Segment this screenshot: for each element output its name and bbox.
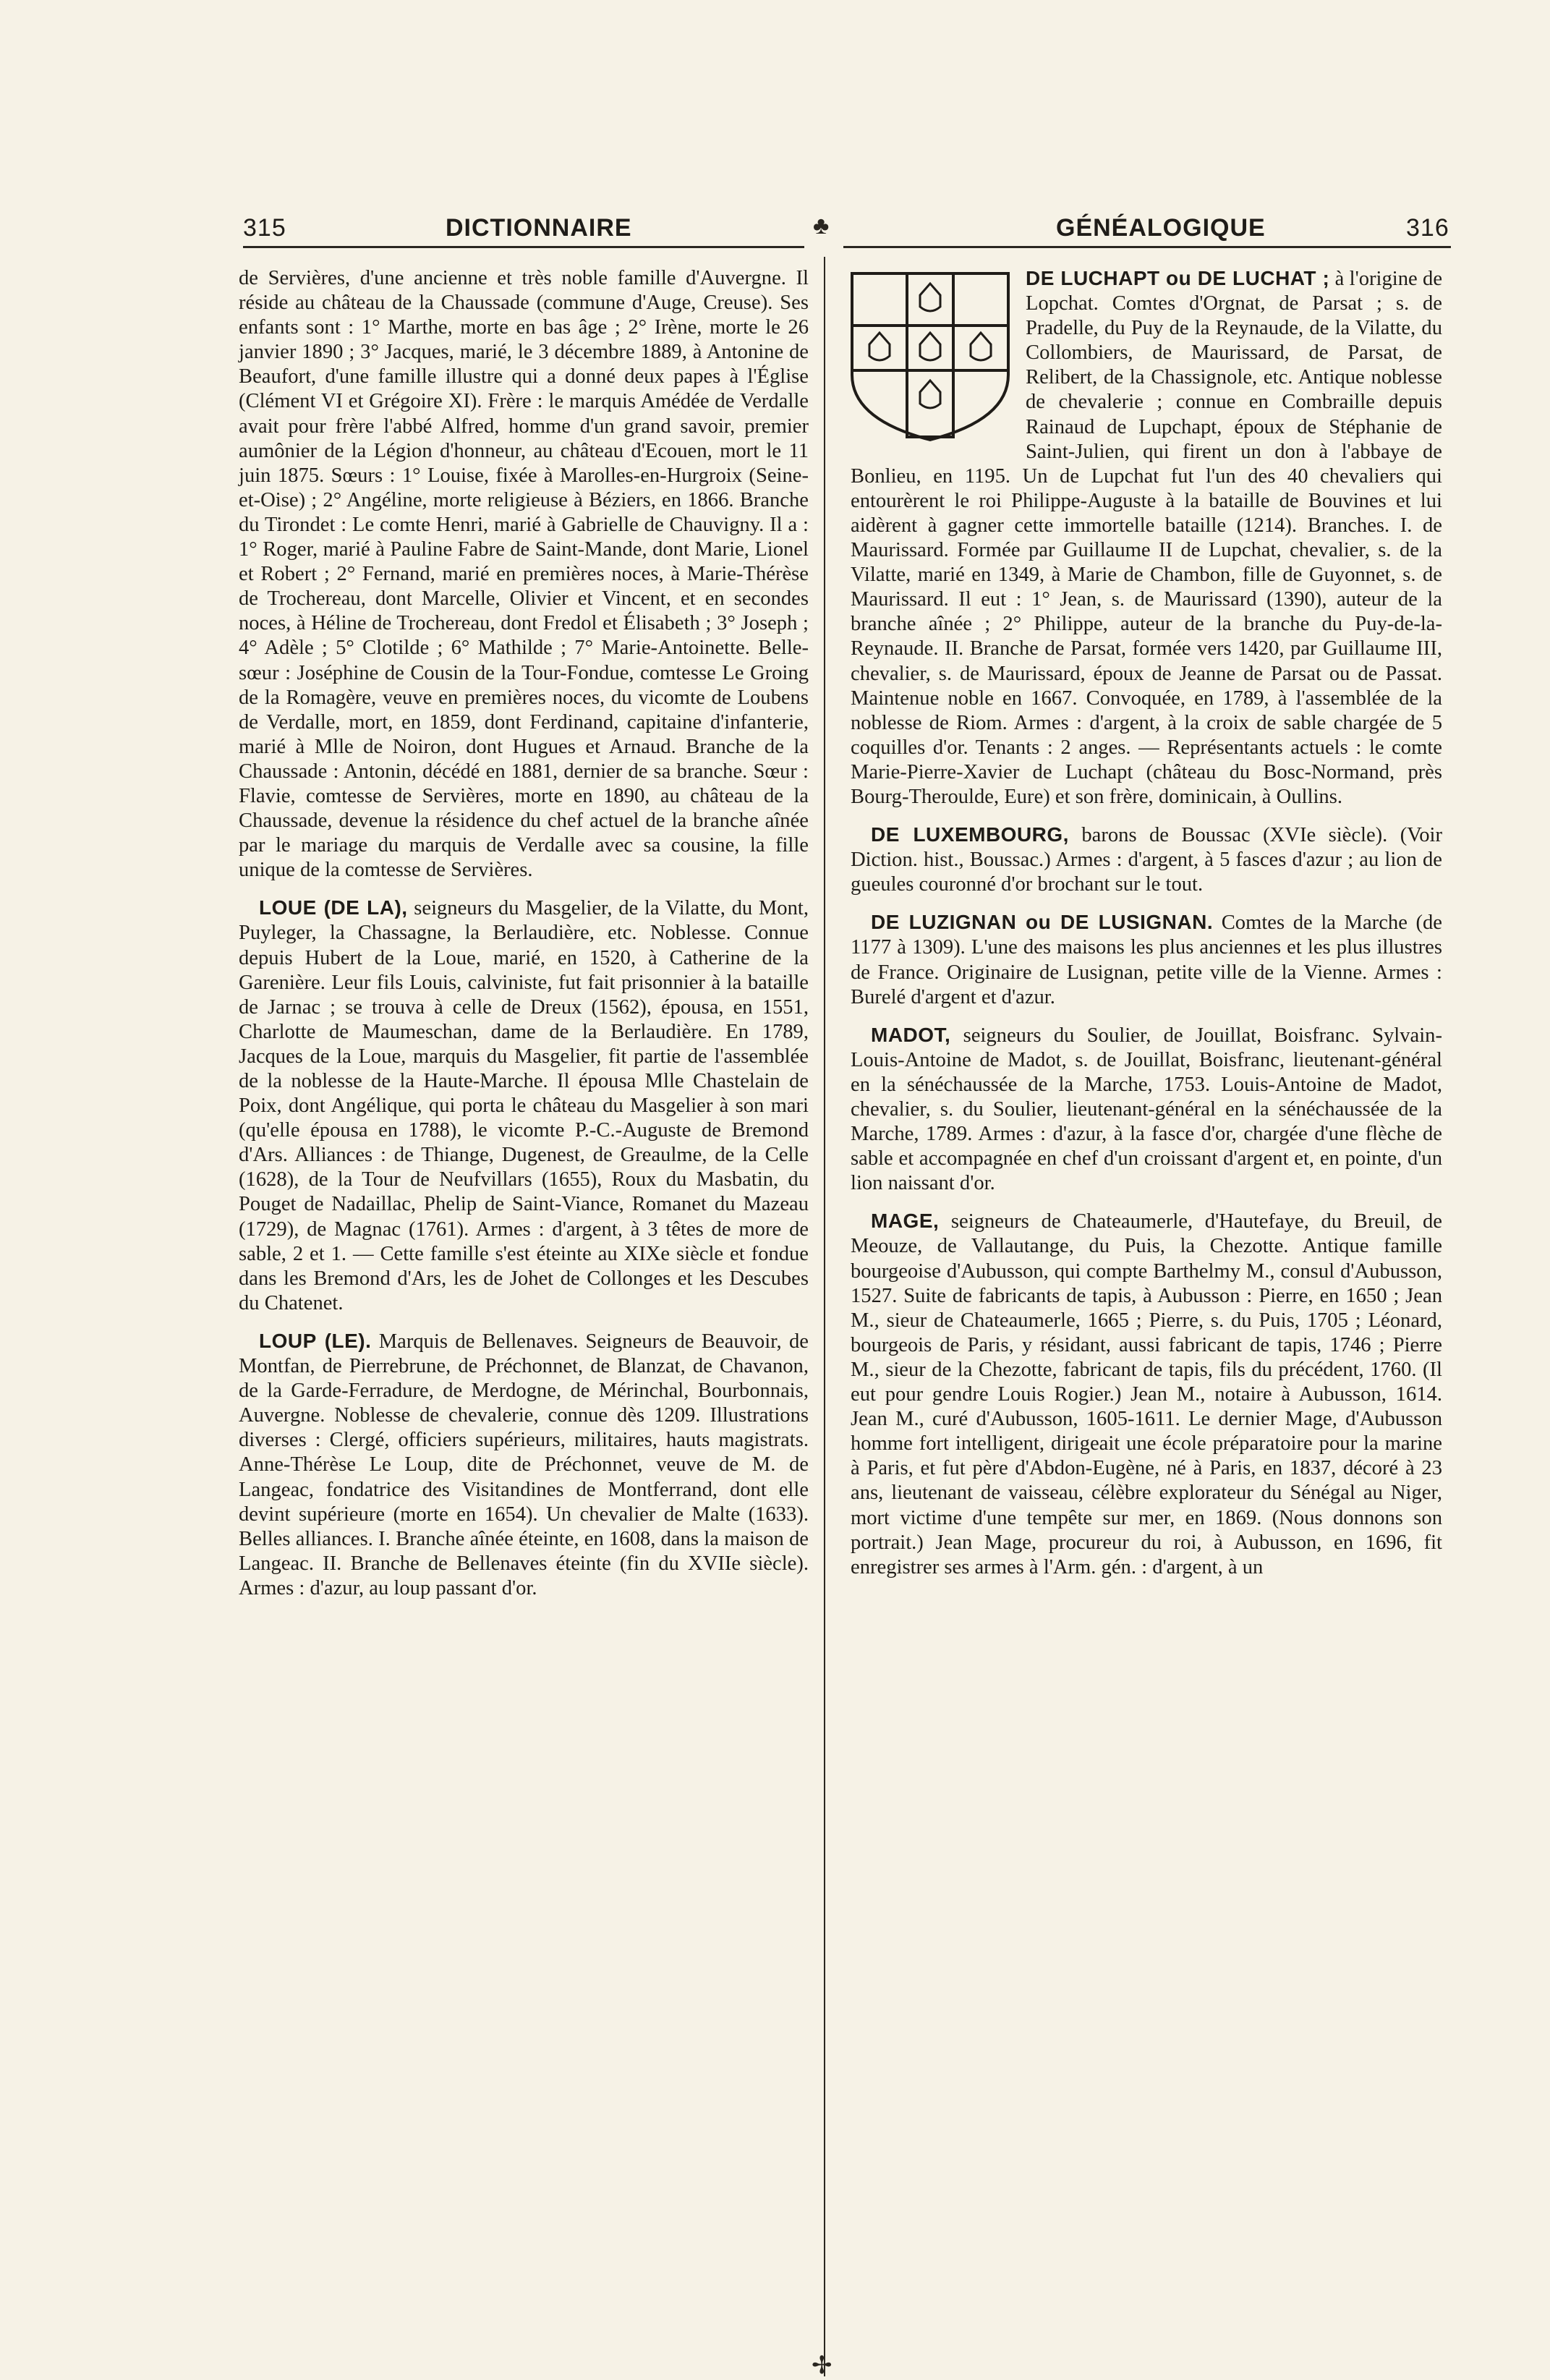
footer-ornament-icon: ✢ — [812, 2353, 833, 2379]
entry-heading: LOUE (DE LA), — [259, 896, 408, 919]
entry-loue — [239, 896, 809, 1316]
header-rule-left — [243, 246, 804, 248]
entry-luzignan — [851, 910, 1442, 1009]
entry-continuation: de Servières, d'une ancienne et très noble famille d'Auvergne. Il réside au château de la Chaussade (commune d'Auge, Creuse). Ses enfants sont : 1° Marthe, morte en bas âge ; 2° Irène, morte le 26 janvier 1890 ; 3° Jacques, marié, le 3 décembre 1889, à Antonine de Beaufort, d'une famille illustre qui a donné deux papes à l'Église (Clément VI et Grégoire XI). Frère : le marquis Amédée de Verdalle avait pour frère l'abbé Alfred, homme d'un grand savoir, premier aumônier de la Légion d'honneur, au château d'Ecouen, mort le 11 juin 1875. Sœurs : 1° Louise, fixée à Marolles-en-Hurgroix (Seine-et-Oise) ; 2° Angéline, morte religieuse à Béziers, en 1866. Branche du Tirondet : Le comte Henri, marié à Gabrielle de Chauvigny. Il a : 1° Roger, marié à Pauline Fabre de Saint-Mande, dont Marie, Lionel et Robert ; 2° Fernand, marié en premières noces, à Marie-Thérèse de Trochereau, dont Marcelle, Olivier et Vincent, et en secondes noces, à Héline de Trochereau, dont Fredol et Élisabeth ; 3° Joseph ; 4° Adèle ; 5° Clotilde ; 6° Mathilde ; 7° Marie-Antoinette. Belle-sœur : Joséphine de Cousin de la Tour-Fondue, comtesse Le Groing de la Romagère, veuve en premières noces, du vicomte de Loubens de Verdalle, mort, en 1859, dont Ferdinand, capitaine d'infanterie, marié à Mlle de Noiron, dont Hugues et Arnaud. Branche de la Chaussade : Antonin, décédé en 1881, dernier de sa branche. Sœur : Flavie, comtesse de Servières, morte en 1890, au château de la Chaussade, devenue la résidence du chef actuel de la branche aînée par le mariage du marquis de Verdalle avec sa cousine, la fille unique de la comtesse de Servières. — [239, 267, 809, 882]
entry-body: seigneurs du Masgelier, de la Vilatte, du Mont, Puyleger, la Chassagne, la Berlaudière, etc. Noblesse. Connue depuis Hubert de la Loue, marié, en 1520, à Catherine de la Garenière. Leur fils Louis, calviniste, fut fait prisonnier à la bataille de Jarnac ; se trouva à celle de Dreux (1562), épousa, en 1551, Charlotte de Maumeschan, dame de la Berlaudière. En 1789, Jacques de la Loue, marquis du Masgelier, fit partie de l'assemblée de la noblesse de la Haute-Marche. Il épousa Mlle Chastelain de Poix, dont Angélique, qui porta le château du Masgelier à son mari (qu'elle épousa en 1788), le vicomte P.-C.-Auguste de Bremond d'Ars. Alliances : de Thiange, Dugenest, de Greaulme, de la Celle (1628), de la Tour de Neufvillars (1655), Roux du Masbatin, du Pouget de Nadaillac, Phelip de Saint-Viance, Romanet du Mazeau (1729), de Magnac (1761). Armes : d'argent, à 3 têtes de more de sable, 2 et 1. — Cette famille s'est éteinte au XIXe siècle et fondue dans les Bremond d'Ars, les de Johet de Collonges et les Descubes du Chatenet. — [239, 897, 809, 1314]
entry-body: à l'origine de Lopchat. Comtes d'Orgnat, de Parsat ; s. de Pradelle, du Puy de la Reynaude, de la Vilatte, du Collombiers, de Maurissard, de Parsat, de Relibert, de la Chassignole, etc. Antique noblesse de chevalerie ; connue en Combraille depuis Rainaud de Lupchapt, époux de Stéphanie de Saint-Julien, qui firent un don à l'abbaye de Bonlieu, en 1195. Un de Lupchat fut l'un des 40 chevaliers qui entourèrent le roi Philippe-Auguste à la bataille de Bouvines et lui aidèrent à gagner cette immortelle bataille (1214). Branches. I. de Maurissard. Formée par Guillaume II de Lupchat, chevalier, s. de la Vilatte, marié en 1349, à Marie de Chambon, fille de Guyonnet, s. de Maurissard. Il eut : 1° Jean, s. de Maurissard (1390), auteur de la branche aînée ; 2° Philippe, auteur de la branche du Puy-de-la-Reynaude. II. Branche de Parsat, formée vers 1420, par Guillaume III, chevalier, s. de Maurissard, époux de Jeanne de Parsat ou de Passat. Maintenue noble en 1667. Convoquée, en 1789, à l'assemblée de la noblesse de Riom. Armes : d'argent, à la croix de sable chargée de 5 coquilles d'or. Tenants : 2 anges. — Représentants actuels : le comte Marie-Pierre-Xavier de Luchapt (château du Bosc-Normand, près Bourg-Theroulde, Eure) et son frère, dominicain, à Oullins. — [851, 268, 1443, 808]
entry-mage — [851, 1209, 1442, 1579]
running-title-right: GÉNÉALOGIQUE — [1056, 214, 1266, 242]
entry-heading: DE LUZIGNAN ou DE LUSIGNAN. — [871, 911, 1214, 934]
column-divider — [824, 257, 825, 2376]
entry-body: Comtes de la Marche (de 1177 à 1309). L'une des maisons les plus anciennes et les plus illustres de France. Originaire de Lusignan, petite ville de la Vienne. Armes : Burelé d'argent et d'azur. — [851, 911, 1442, 1008]
left-column — [239, 266, 809, 1601]
page-number-right: 316 — [1406, 214, 1449, 242]
entry-body: seigneurs du Soulier, de Jouillat, Boisfranc. Sylvain-Louis-Antoine de Madot, s. de Jouillat, Boisfranc, lieutenant-général en la sénéchaussée de la Marche, 1753. Louis-Antoine de Madot, chevalier, s. du Soulier, lieutenant-général en la sénéchaussée de la Marche, 1789. Armes : d'azur, à la fasce d'or, chargée d'une flèche de sable et accompagnée en chef d'un croissant d'argent et, en pointe, d'un lion naissant d'or. — [851, 1024, 1442, 1195]
entry-loup — [239, 1329, 809, 1601]
header-rule-right — [843, 246, 1451, 248]
entry-heading: MAGE, — [871, 1210, 940, 1233]
entry-heading: MADOT, — [871, 1023, 951, 1046]
running-title-left: DICTIONNAIRE — [446, 214, 632, 242]
entry-heading: DE LUCHAPT ou DE LUCHAT ; — [1026, 267, 1330, 289]
right-column — [851, 266, 1442, 1580]
header-ornament-icon: ♣ — [813, 213, 830, 239]
page-number-left: 315 — [243, 214, 286, 242]
entry-heading: DE LUXEMBOURG, — [871, 823, 1069, 846]
entry-luxembourg — [851, 823, 1442, 897]
entry-body: Marquis de Bellenaves. Seigneurs de Beauvoir, de Montfan, de Pierrebrune, de Préchonnet, de Blanzat, de Chavanon, de la Garde-Ferradure, de Merdogne, de Mérinchal, Bourbonnais, Auvergne. Noblesse de chevalerie, connue dès 1209. Illustrations diverses : Clergé, officiers supérieurs, militaires, hauts magistrats. Anne-Thérèse Le Loup, dite de Préchonnet, veuve de M. de Langeac, fondatrice des Visitandines de Montferrand, dont elle devint supérieure (morte en 1654). Un chevalier de Malte (1633). Belles alliances. I. Branche aînée éteinte, en 1608, dans la maison de Langeac. II. Branche de Bellenaves éteinte (fin du XVIIe siècle). Armes : d'azur, au loup passant d'or. — [239, 1330, 809, 1599]
coat-of-arms-icon — [848, 266, 1013, 444]
entry-body: seigneurs de Chateaumerle, d'Hautefaye, du Breuil, de Meouze, de Vallautange, du Puis, la Chezotte. Antique famille bourgeoise d'Aubusson, qui compte Barthelmy M., consul d'Aubusson, 1527. Suite de fabricants de tapis, à Aubusson : Pierre, en 1650 ; Jean M., sieur de Chateaumerle, 1665 ; Pierre, s. du Puis, 1705 ; Léonard, bourgeois de Paris, y résidant, aussi fabricant de tapis, 1746 ; Pierre M., sieur de la Chezotte, fabricant de tapis, fils du précédent, 1760. (Il eut pour gendre Louis Rogier.) Jean M., notaire à Aubusson, 1614. Jean M., curé d'Aubusson, 1605-1611. Le dernier Mage, d'Aubusson homme fort intelligent, dirigeait une école préparatoire pour la marine à Paris, et fut père d'Abdon-Eugène, né à Paris, en 1837, décoré à 23 ans, lieutenant de vaisseau, célèbre explorateur du Sénégal au Niger, mort victime d'une tempête sur mer, en 1869. (Nous donnons son portrait.) Jean Mage, procureur du roi, à Aubusson, en 1696, fit enregistrer ses armes à l'Arm. gén. : d'argent, à un — [851, 1210, 1442, 1578]
entry-madot — [851, 1023, 1442, 1197]
entry-body: barons de Boussac (XVIe siècle). (Voir Diction. hist., Boussac.) Armes : d'argent, à 5 fasces d'azur ; au lion de gueules couronné d'or brochant sur le tout. — [851, 824, 1442, 896]
entry-luchapt — [851, 266, 1442, 809]
entry-heading: LOUP (LE). — [259, 1329, 372, 1352]
